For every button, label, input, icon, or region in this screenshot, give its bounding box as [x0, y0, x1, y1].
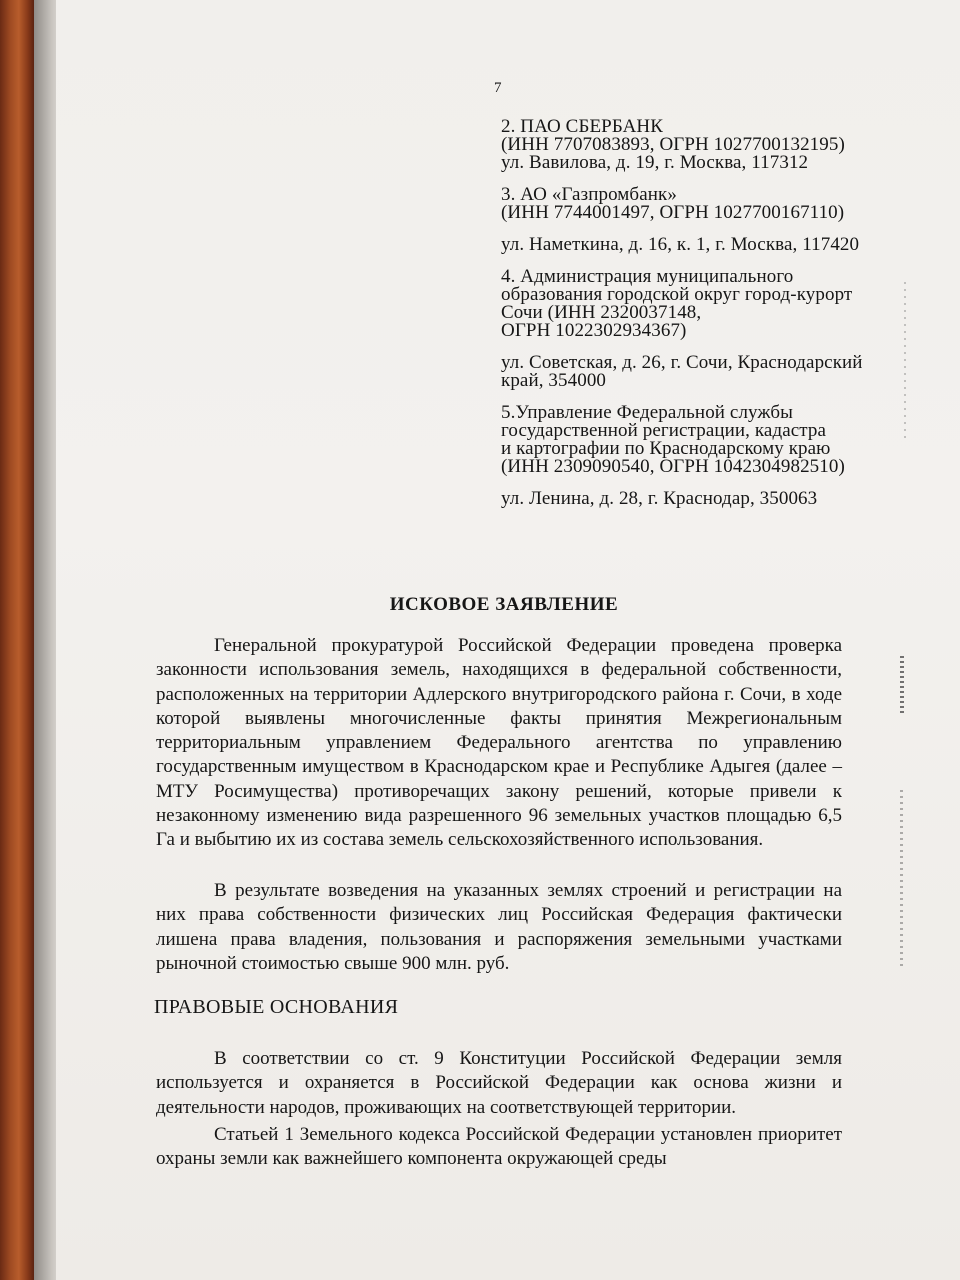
addressee-line: 3. АО «Газпромбанк» [501, 184, 677, 205]
addressee-list [501, 118, 941, 522]
paragraph-text: Генеральной прокуратурой Российской Федерации проведена проверка законности использования земель, находящихся в федеральной собственности, расположенных на территории Адлерского внутригородского района г. Сочи, в ходе которой выявлены многочисленные факты принятия Межрегиональным территориальным управлением Федерального агентства по управлению государственным имуществом в Краснодарском крае и Республике Адыгея (далее – МТУ Росимущества) противоречащих закону решений, которые привели к незаконному изменению вида разрешенного 96 земельных участков площадью 6,5 Га и выбытию их из состава земель сельскохозяйственного использования. [156, 635, 842, 851]
addressee-line: 5.Управление Федеральной службы [501, 402, 793, 423]
addressee-line: (ИНН 7707083893, ОГРН 1027700132195) [501, 134, 845, 155]
addressee-address: ул. Наметкина, д. 16, к. 1, г. Москва, 117420 [501, 234, 860, 255]
document-title-text: ИСКОВОЕ ЗАЯВЛЕНИЕ [389, 594, 619, 615]
addressee-address: ул. Советская, д. 26, г. Сочи, Краснодарский [501, 352, 863, 373]
addressee-line: ул. Вавилова, д. 19, г. Москва, 117312 [501, 152, 809, 173]
paragraph-constitution [156, 1047, 842, 1120]
addressee-line: ОГРН 1022302934367) [501, 320, 687, 341]
addressee-sochi-administration [501, 268, 941, 390]
paragraph-inspection [156, 634, 842, 853]
paragraph-text: В соответствии со ст. 9 Конституции Российской Федерации земля используется и охраняется в Российской Федерации как основа жизни и деятельности народов, проживающих на соответствующей территории. [156, 1048, 842, 1118]
addressee-line: Сочи (ИНН 2320037148, [501, 302, 702, 323]
addressee-line: 2. ПАО СБЕРБАНК [501, 116, 663, 137]
addressee-line: 4. Администрация муниципального [501, 266, 794, 287]
paragraph-consequence [156, 879, 842, 976]
paragraph-text: В результате возведения на указанных землях строений и регистрации на них права собственности физических лиц Российская Федерация фактически лишена права владения, пользования и распоряжения земельными участками рыночной стоимостью свыше 900 млн. руб. [156, 880, 842, 974]
document-page [56, 0, 960, 1280]
addressee-line: (ИНН 7744001497, ОГРН 1027700167110) [501, 202, 845, 223]
addressee-gazprombank [501, 186, 941, 254]
addressee-line: государственной регистрации, кадастра [501, 420, 827, 441]
addressee-line: и картографии по Краснодарскому краю [501, 438, 831, 459]
wooden-table-edge [0, 0, 34, 1280]
section-heading: ПРАВОВЫЕ ОСНОВАНИЯ [154, 996, 399, 1018]
page-number: 7 [494, 80, 502, 96]
paragraph-land-code [156, 1123, 842, 1172]
addressee-line: (ИНН 2309090540, ОГРН 1042304982510) [501, 456, 845, 477]
scan-artifact [900, 656, 904, 716]
scan-artifact [904, 282, 906, 442]
addressee-line: образования городской округ город-курорт [501, 284, 853, 305]
addressee-sberbank [501, 118, 941, 172]
addressee-address: край, 354000 [501, 370, 607, 391]
paragraph-text: Статьей 1 Земельного кодекса Российской Федерации установлен приоритет охраны земли как важнейшего компонента окружающей среды [156, 1124, 842, 1170]
addressee-address: ул. Ленина, д. 28, г. Краснодар, 350063 [501, 488, 818, 509]
document-title [56, 594, 960, 616]
scan-artifact [900, 790, 903, 970]
addressee-rosreestr [501, 404, 941, 508]
